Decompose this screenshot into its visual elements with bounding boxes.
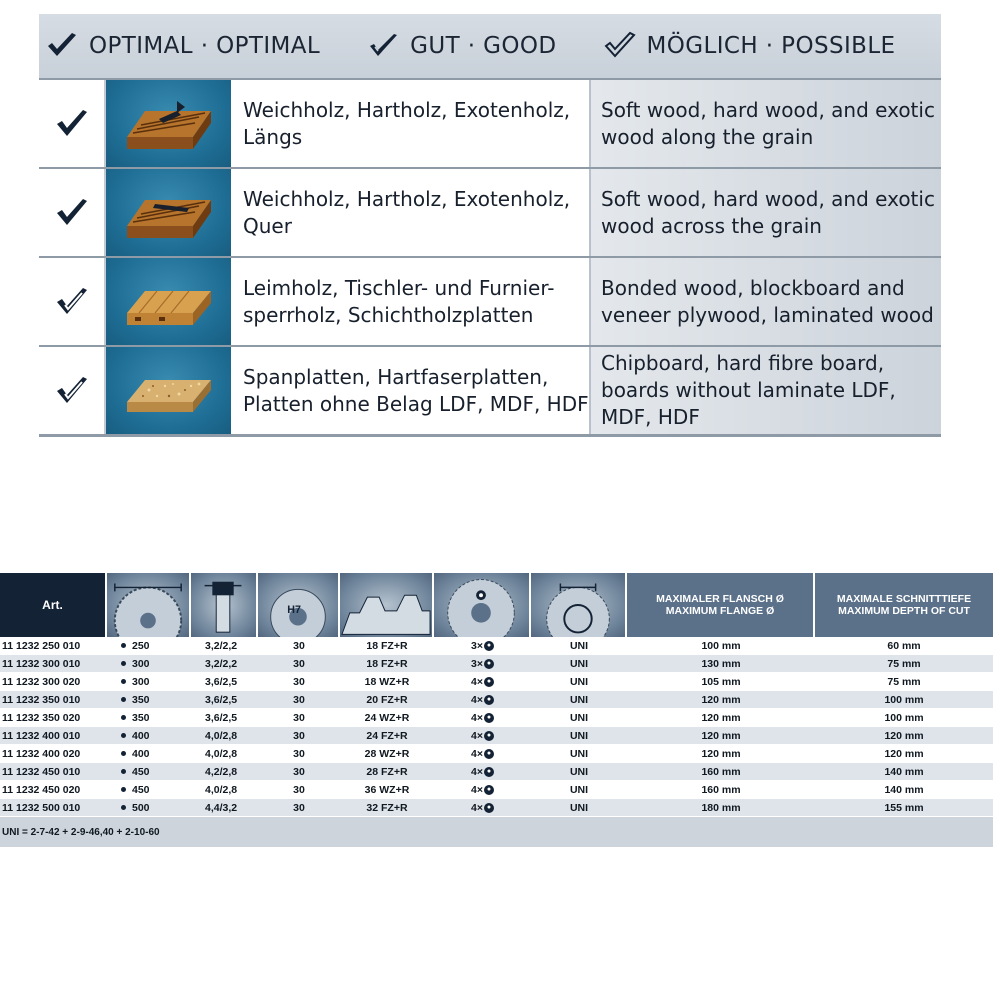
- cell-teeth: [340, 799, 434, 817]
- bullet-icon: [121, 733, 126, 738]
- cell-bore: [258, 691, 340, 709]
- cell-bore: [258, 745, 340, 763]
- cell-teeth: [340, 673, 434, 691]
- cell-max-flange: [627, 709, 815, 727]
- cell-flange: [531, 709, 627, 727]
- cell-max-flange: [627, 763, 815, 781]
- cell-flange: [531, 745, 627, 763]
- cell-kerf: [191, 745, 258, 763]
- cell-max-flange: [627, 799, 815, 817]
- cell-text: 11 1232 350 010: [2, 693, 81, 706]
- table-row: [0, 727, 993, 745]
- check-bold-icon: [54, 107, 90, 141]
- cell-text: 3,6/2,5: [205, 693, 238, 706]
- cell-text: 20 FZ+R: [366, 693, 408, 706]
- cell-text: 32 FZ+R: [366, 801, 408, 814]
- cell-pins: [434, 655, 531, 673]
- rating-cell: [39, 258, 106, 345]
- table-row: [0, 781, 993, 799]
- cell-text: 180 mm: [701, 801, 741, 814]
- cell-bore: [258, 655, 340, 673]
- cell-diameter: [107, 637, 191, 655]
- cell-text: 120 mm: [701, 693, 741, 706]
- cell-flange: [531, 655, 627, 673]
- cell-text: 100 mm: [884, 693, 924, 706]
- table-row: [0, 763, 993, 781]
- cell-text: 120 mm: [701, 747, 741, 760]
- cell-kerf: [191, 673, 258, 691]
- cell-kerf: [191, 691, 258, 709]
- cell-text: 11 1232 300 010: [2, 657, 81, 670]
- cell-teeth: [340, 637, 434, 655]
- cell-max-flange: [627, 745, 815, 763]
- cell-bore: [258, 727, 340, 745]
- cell-pins: [434, 673, 531, 691]
- cell-flange: [531, 727, 627, 745]
- cell-text: 30: [293, 729, 305, 742]
- cell-diameter: [107, 781, 191, 799]
- header-max-flange: MAXIMALER FLANSCH Ø MAXIMUM FLANGE Ø: [627, 573, 815, 637]
- cell-text: UNI: [569, 711, 589, 724]
- material-suitability-table: [39, 14, 941, 437]
- rating-legend: [39, 14, 941, 80]
- cell-text: 3,2/2,2: [205, 639, 238, 652]
- bullet-icon: [121, 787, 126, 792]
- pinhole-badge-icon: ●: [484, 767, 494, 777]
- material-row: [39, 169, 941, 258]
- cell-art: [0, 763, 107, 781]
- product-table-header: [0, 573, 993, 637]
- cell-flange: [531, 691, 627, 709]
- pinhole-badge-icon: ●: [484, 695, 494, 705]
- pinhole-badge-icon: ●: [484, 785, 494, 795]
- cell-max-depth: [815, 727, 993, 745]
- cell-text: 100 mm: [884, 711, 924, 724]
- cell-text: 4×: [471, 801, 483, 814]
- cell-teeth: [340, 655, 434, 673]
- cell-max-flange: [627, 637, 815, 655]
- header-max-depth: MAXIMALE SCHNITTTIEFE MAXIMUM DEPTH OF CUT: [815, 573, 993, 637]
- cell-text: UNI: [569, 693, 589, 706]
- cell-text: 30: [293, 765, 305, 778]
- cell-text: 155 mm: [884, 801, 924, 814]
- cell-text: 300: [132, 657, 150, 670]
- cell-text: UNI: [569, 747, 589, 760]
- cell-text: 130 mm: [701, 657, 741, 670]
- cell-text: 4,0/2,8: [205, 783, 238, 796]
- cell-text: UNI: [569, 729, 589, 742]
- cell-flange: [531, 673, 627, 691]
- footnote: UNI = 2-7-42 + 2-9-46,40 + 2-10-60: [0, 817, 993, 847]
- cell-text: UNI: [569, 639, 589, 652]
- bullet-icon: [121, 643, 126, 648]
- cell-max-flange: [627, 781, 815, 799]
- cell-flange: [531, 781, 627, 799]
- cell-max-depth: [815, 781, 993, 799]
- pinhole-badge-icon: ●: [484, 731, 494, 741]
- cell-text: 4,0/2,8: [205, 729, 238, 742]
- material-description-de: Weichholz, Hartholz, Exotenholz, Quer: [231, 169, 591, 256]
- cell-kerf: [191, 781, 258, 799]
- cell-text: 28 WZ+R: [364, 747, 410, 760]
- cell-text: 4,4/3,2: [205, 801, 238, 814]
- pinhole-badge-icon: ●: [484, 749, 494, 759]
- cell-text: UNI: [569, 783, 589, 796]
- rating-cell: [39, 347, 106, 434]
- cell-text: 30: [293, 639, 305, 652]
- cell-text: 160 mm: [701, 783, 741, 796]
- cell-art: [0, 781, 107, 799]
- cell-text: 4×: [471, 765, 483, 778]
- pinhole-badge-icon: ●: [484, 713, 494, 723]
- flange-icon: [531, 573, 627, 637]
- legend-good-label: GUT · GOOD: [410, 33, 557, 59]
- cell-text: UNI: [569, 657, 589, 670]
- table-row: [0, 745, 993, 763]
- cell-text: 120 mm: [884, 729, 924, 742]
- cell-text: 11 1232 400 010: [2, 729, 81, 742]
- cell-flange: [531, 637, 627, 655]
- cell-text: 30: [293, 675, 305, 688]
- legend-optimal: [45, 31, 320, 61]
- material-image-cell: [106, 347, 231, 434]
- chipboard-icon: [119, 356, 219, 426]
- cell-text: 4×: [471, 675, 483, 688]
- cell-text: 120 mm: [884, 747, 924, 760]
- cell-text: 3×: [471, 639, 483, 652]
- table-row: [0, 637, 993, 655]
- cell-text: 300: [132, 675, 150, 688]
- tooth-shape-icon: [340, 573, 434, 637]
- cell-text: 11 1232 400 020: [2, 747, 81, 760]
- material-image-cell: [106, 80, 231, 167]
- cell-text: 4×: [471, 693, 483, 706]
- cell-text: 3,6/2,5: [205, 675, 238, 688]
- cell-text: 11 1232 250 010: [2, 639, 81, 652]
- cell-max-depth: [815, 655, 993, 673]
- check-outline-icon: [54, 374, 90, 408]
- cell-text: 4×: [471, 747, 483, 760]
- cell-max-depth: [815, 637, 993, 655]
- check-outline-icon: [54, 285, 90, 319]
- cell-bore: [258, 799, 340, 817]
- table-row: [0, 709, 993, 727]
- material-image-cell: [106, 169, 231, 256]
- cell-art: [0, 745, 107, 763]
- cell-text: 36 WZ+R: [364, 783, 410, 796]
- cell-text: 30: [293, 783, 305, 796]
- material-row: [39, 80, 941, 169]
- cell-pins: [434, 799, 531, 817]
- cell-max-depth: [815, 709, 993, 727]
- cell-text: 18 FZ+R: [366, 657, 408, 670]
- cell-teeth: [340, 691, 434, 709]
- cell-pins: [434, 709, 531, 727]
- cell-pins: [434, 781, 531, 799]
- cell-text: 24 WZ+R: [364, 711, 410, 724]
- cell-text: 4×: [471, 783, 483, 796]
- cell-kerf: [191, 763, 258, 781]
- cell-text: 400: [132, 747, 150, 760]
- cell-max-depth: [815, 799, 993, 817]
- bonded-wood-icon: [119, 267, 219, 337]
- cell-text: 120 mm: [701, 711, 741, 724]
- cell-text: 60 mm: [887, 639, 921, 652]
- cell-pins: [434, 727, 531, 745]
- bullet-icon: [121, 751, 126, 756]
- cell-max-flange: [627, 691, 815, 709]
- bullet-icon: [121, 769, 126, 774]
- material-image-cell: [106, 258, 231, 345]
- bullet-icon: [121, 679, 126, 684]
- table-row: [0, 691, 993, 709]
- cell-text: 11 1232 350 020: [2, 711, 81, 724]
- bore-h7-label: H7: [287, 603, 301, 616]
- cell-diameter: [107, 655, 191, 673]
- cell-text: 3×: [471, 657, 483, 670]
- cell-text: 4,2/2,8: [205, 765, 238, 778]
- pinhole-badge-icon: ●: [484, 677, 494, 687]
- cell-text: 4×: [471, 729, 483, 742]
- cell-art: [0, 799, 107, 817]
- cell-diameter: [107, 709, 191, 727]
- cell-bore: [258, 709, 340, 727]
- cell-text: 250: [132, 639, 150, 652]
- cell-art: [0, 709, 107, 727]
- cell-kerf: [191, 637, 258, 655]
- bullet-icon: [121, 697, 126, 702]
- cell-kerf: [191, 727, 258, 745]
- cell-pins: [434, 637, 531, 655]
- cell-text: 30: [293, 747, 305, 760]
- bullet-icon: [121, 661, 126, 666]
- cell-text: 11 1232 450 020: [2, 783, 81, 796]
- cell-text: 450: [132, 783, 150, 796]
- header-art: Art.: [0, 573, 107, 637]
- cell-pins: [434, 763, 531, 781]
- cell-teeth: [340, 763, 434, 781]
- cell-teeth: [340, 727, 434, 745]
- cell-bore: [258, 763, 340, 781]
- cell-flange: [531, 799, 627, 817]
- cell-text: 4,0/2,8: [205, 747, 238, 760]
- cell-art: [0, 673, 107, 691]
- cell-text: 3,6/2,5: [205, 711, 238, 724]
- cell-text: 3,2/2,2: [205, 657, 238, 670]
- cell-text: 350: [132, 711, 150, 724]
- check-bold-icon: [54, 196, 90, 230]
- cell-text: 400: [132, 729, 150, 742]
- bullet-icon: [121, 805, 126, 810]
- cell-art: [0, 655, 107, 673]
- cell-text: 140 mm: [884, 783, 924, 796]
- cell-bore: [258, 781, 340, 799]
- kerf-thickness-icon: [191, 573, 258, 637]
- cell-text: 30: [293, 693, 305, 706]
- cell-text: 160 mm: [701, 765, 741, 778]
- check-medium-icon: [366, 31, 400, 61]
- cell-bore: [258, 673, 340, 691]
- saw-blade-product-table: [0, 573, 993, 847]
- cell-art: [0, 637, 107, 655]
- cell-text: 75 mm: [887, 657, 921, 670]
- cell-text: UNI: [569, 675, 589, 688]
- material-row: [39, 347, 941, 437]
- cell-kerf: [191, 799, 258, 817]
- cell-text: 24 FZ+R: [366, 729, 408, 742]
- cell-text: 28 FZ+R: [366, 765, 408, 778]
- material-description-en: Chipboard, hard fibre board, boards without laminate LDF, MDF, HDF: [591, 347, 941, 434]
- cell-text: 30: [293, 711, 305, 724]
- cell-flange: [531, 763, 627, 781]
- bullet-icon: [121, 715, 126, 720]
- material-description-de: Weichholz, Hartholz, Exotenholz, Längs: [231, 80, 591, 167]
- cell-pins: [434, 691, 531, 709]
- legend-optimal-label: OPTIMAL · OPTIMAL: [89, 33, 321, 59]
- rating-cell: [39, 169, 106, 256]
- table-row: [0, 655, 993, 673]
- table-row: [0, 673, 993, 691]
- cell-text: 30: [293, 801, 305, 814]
- check-outline-icon: [603, 31, 637, 61]
- cell-bore: [258, 637, 340, 655]
- cell-diameter: [107, 673, 191, 691]
- cell-max-depth: [815, 745, 993, 763]
- legend-possible-label: MÖGLICH · POSSIBLE: [646, 33, 896, 59]
- cell-text: 4×: [471, 711, 483, 724]
- material-description-en: Soft wood, hard wood, and exotic wood across the grain: [591, 169, 941, 256]
- pinhole-badge-icon: ●: [484, 641, 494, 651]
- cell-text: UNI: [569, 765, 589, 778]
- pinhole-icon: [434, 573, 531, 637]
- wood-along-grain-icon: [119, 89, 219, 159]
- cell-teeth: [340, 781, 434, 799]
- cell-text: 18 WZ+R: [364, 675, 410, 688]
- material-description-en: Bonded wood, blockboard and veneer plywood, laminated wood: [591, 258, 941, 345]
- saw-blade-diameter-icon: [107, 573, 191, 637]
- cell-max-flange: [627, 655, 815, 673]
- cell-text: 18 FZ+R: [366, 639, 408, 652]
- material-description-de: Leimholz, Tischler- und Furnier- sperrholz, Schichtholzplatten: [231, 258, 591, 345]
- cell-max-flange: [627, 673, 815, 691]
- cell-text: 350: [132, 693, 150, 706]
- rating-cell: [39, 80, 106, 167]
- cell-text: 11 1232 500 010: [2, 801, 81, 814]
- cell-text: 120 mm: [701, 729, 741, 742]
- table-row: [0, 799, 993, 817]
- cell-max-depth: [815, 691, 993, 709]
- wood-across-grain-icon: [119, 178, 219, 248]
- cell-text: 140 mm: [884, 765, 924, 778]
- cell-kerf: [191, 709, 258, 727]
- check-bold-icon: [45, 31, 79, 61]
- cell-text: 500: [132, 801, 150, 814]
- cell-diameter: [107, 763, 191, 781]
- cell-art: [0, 691, 107, 709]
- pinhole-badge-icon: ●: [484, 803, 494, 813]
- cell-text: 450: [132, 765, 150, 778]
- cell-max-depth: [815, 673, 993, 691]
- material-row: [39, 258, 941, 347]
- cell-text: 11 1232 450 010: [2, 765, 81, 778]
- cell-diameter: [107, 799, 191, 817]
- cell-text: 75 mm: [887, 675, 921, 688]
- cell-max-flange: [627, 727, 815, 745]
- cell-text: 100 mm: [701, 639, 741, 652]
- cell-text: 105 mm: [701, 675, 741, 688]
- bore-diameter-icon: [258, 573, 340, 637]
- cell-max-depth: [815, 763, 993, 781]
- material-description-en: Soft wood, hard wood, and exotic wood along the grain: [591, 80, 941, 167]
- material-description-de: Spanplatten, Hartfaserplatten, Platten ohne Belag LDF, MDF, HDF: [231, 347, 591, 434]
- cell-text: 11 1232 300 020: [2, 675, 81, 688]
- cell-teeth: [340, 709, 434, 727]
- legend-good: [366, 31, 556, 61]
- cell-pins: [434, 745, 531, 763]
- pinhole-badge-icon: ●: [484, 659, 494, 669]
- cell-diameter: [107, 745, 191, 763]
- cell-teeth: [340, 745, 434, 763]
- cell-diameter: [107, 727, 191, 745]
- cell-text: UNI: [569, 801, 589, 814]
- legend-possible: [603, 31, 896, 61]
- cell-text: 30: [293, 657, 305, 670]
- cell-art: [0, 727, 107, 745]
- cell-kerf: [191, 655, 258, 673]
- cell-diameter: [107, 691, 191, 709]
- product-table-body: [0, 637, 993, 817]
